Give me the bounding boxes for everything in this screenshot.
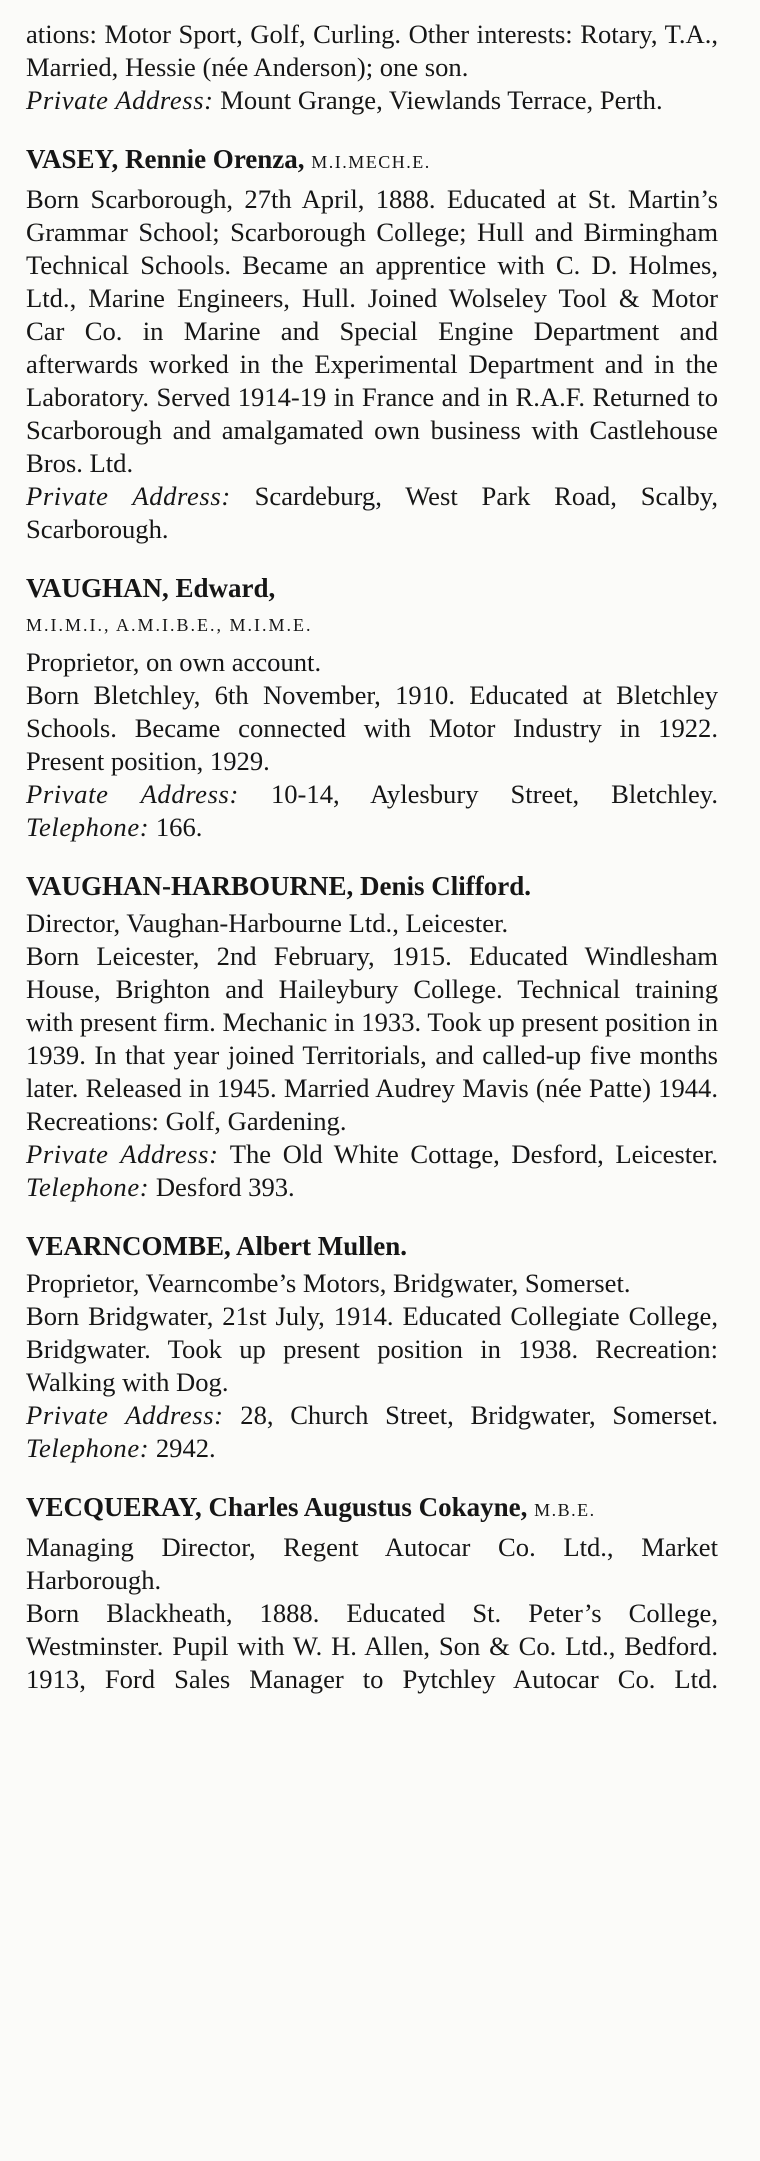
entry-name (26, 143, 718, 179)
telephone-number: 2942. (149, 1433, 216, 1463)
entry-name-text: VASEY, Rennie Orenza, (26, 144, 305, 174)
address-text: 10-14, Aylesbury Street, Bletchley. (238, 779, 718, 809)
entry-address (26, 778, 718, 844)
entry-address (26, 84, 718, 117)
entry-name-text: VECQUERAY, Charles Augustus Cokayne, (26, 1492, 528, 1522)
entry-address (26, 480, 718, 546)
address-label: Private Address: (26, 779, 239, 809)
address-label: Private Address: (26, 1139, 219, 1169)
entry-name: VEARNCOMBE, Albert Mullen. (26, 1231, 407, 1261)
entry-body: Born Bletchley, 6th November, 1910. Educated at Bletchley Schools. Became connected with Motor Industry in 1922. Present position, 1929. (26, 680, 718, 776)
telephone-label: Telephone: (26, 812, 150, 842)
address-text: Mount Grange, Viewlands Terrace, Perth. (213, 85, 663, 115)
telephone-label: Telephone: (26, 1172, 150, 1202)
entry-body: Born Scarborough, 27th April, 1888. Educated at St. Martin’s Grammar School; Scarborough College; Hull and Birmingham Technical Schools. Became an apprentice with C. D. Holmes, Ltd., Marine Engineers, Hull. Joined Wolseley Tool & Motor Car Co. in Marine and Special Engine Department and afterwards worked in the Experimental Department and in the Laboratory. Served 1914-19 in France and in R.A.F. Returned to Scarborough and amalgamated own business with Castlehouse Bros. Ltd. (26, 184, 718, 478)
entry-continuation (26, 18, 718, 117)
entry-address (26, 1138, 718, 1204)
telephone-label: Telephone: (26, 1433, 150, 1463)
address-label: Private Address: (26, 481, 231, 511)
entry-vecqueray (26, 1491, 718, 1696)
telephone-number: 166. (149, 812, 203, 842)
entry-vaughan (26, 572, 718, 844)
entry-qualifications: M.B.E. (534, 1500, 596, 1520)
address-label: Private Address: (26, 85, 214, 115)
entry-position: Proprietor, Vearncombe’s Motors, Bridgwater, Somerset. (26, 1268, 631, 1298)
entry-name: VAUGHAN, Edward, (26, 573, 276, 603)
entry-name (26, 1491, 718, 1527)
entry-qualifications: M.I.MECH.E. (311, 152, 431, 172)
telephone-number: Desford 393. (149, 1172, 295, 1202)
entry-position: Director, Vaughan-Harbourne Ltd., Leicester. (26, 908, 509, 938)
entry-vaughan-harbourne (26, 870, 718, 1204)
address-label: Private Address: (26, 1400, 224, 1430)
entry-address (26, 1399, 718, 1465)
entry-position: Managing Director, Regent Autocar Co. Ltd., Market Harborough. (26, 1532, 718, 1595)
entry-qualifications: M.I.M.I., A.M.I.B.E., M.I.M.E. (26, 615, 313, 635)
address-text: 28, Church Street, Bridgwater, Somerset. (223, 1400, 718, 1430)
entry-body: ations: Motor Sport, Golf, Curling. Other interests: Rotary, T.A., Married, Hessie (née Anderson); one son. (26, 19, 718, 82)
entry-body: Born Blackheath, 1888. Educated St. Peter’s College, Westminster. Pupil with W. H. Allen, Son & Co. Ltd., Bedford. 1913, Ford Sales Manager to Pytchley Autocar Co. Ltd. (26, 1598, 718, 1694)
entry-vearncombe (26, 1230, 718, 1465)
entry-body: Born Leicester, 2nd February, 1915. Educated Windlesham House, Brighton and Haileybury College. Technical training with present firm. Mechanic in 1933. Took up present position in 1939. In that year joined Territorials, and called-up five months later. Released in 1945. Married Audrey Mavis (née Patte) 1944. Recreations: Golf, Gardening. (26, 941, 718, 1136)
entry-body: Born Bridgwater, 21st July, 1914. Educated Collegiate College, Bridgwater. Took up present position in 1938. Recreation: Walking with Dog. (26, 1301, 718, 1397)
entry-name: VAUGHAN-HARBOURNE, Denis Clifford. (26, 871, 532, 901)
address-text: Scardeburg, West Park Road, Scalby, Scarborough. (26, 481, 718, 544)
entry-position: Proprietor, on own account. (26, 647, 322, 677)
directory-page (26, 18, 718, 1696)
entry-vasey (26, 143, 718, 546)
address-text: The Old White Cottage, Desford, Leicester. (218, 1139, 718, 1169)
